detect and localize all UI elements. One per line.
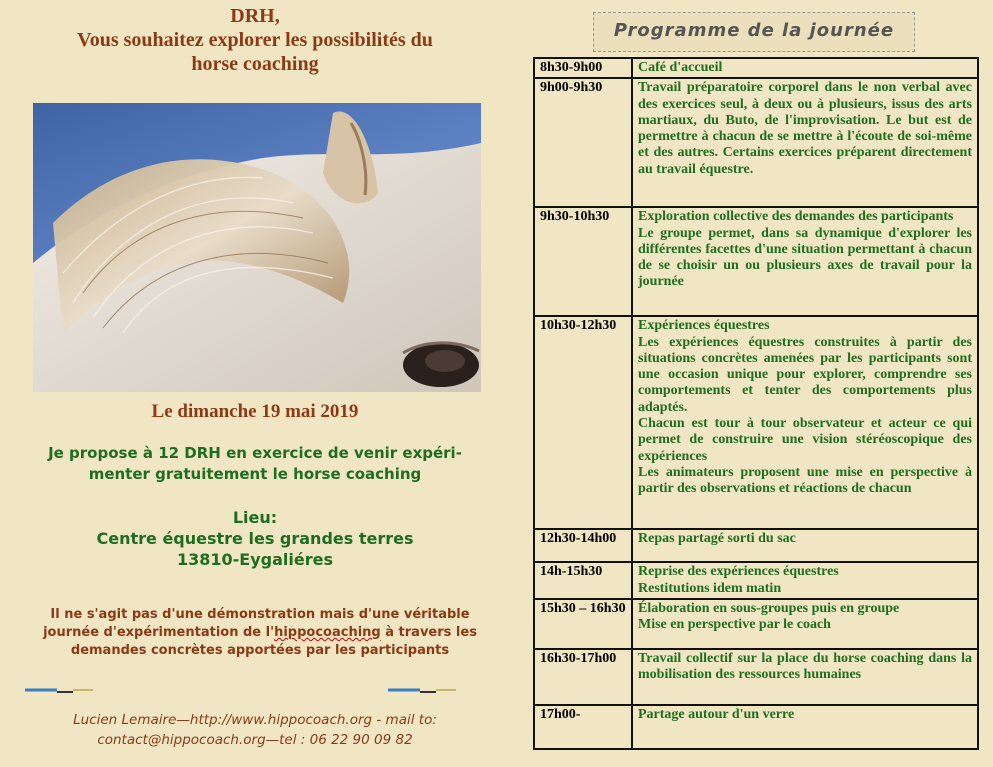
note-line-3: demandes concrètes apportées par les participants [70,643,450,658]
footer-line-1: Lucien Lemaire—http://www.hippocoach.org - mail to: [73,712,437,728]
activity-line: Reprise des expériences équestres [638,564,839,580]
schedule-time: 10h30-12h30 [534,316,632,529]
schedule-time: 9h30-10h30 [534,207,632,316]
schedule-row [534,649,978,705]
horse-photo [33,103,481,392]
activity-line: Mise en perspective par le coach [638,617,831,633]
schedule-time: 16h30-17h00 [534,649,632,705]
location-block [20,507,490,570]
title-line-2: Vous souhaitez explorer les possibilités du [77,29,433,51]
activity-line: Élaboration en sous-groupes puis en groupe [638,600,900,616]
location-city: 13810-Eygaliéres [177,550,333,569]
schedule-row [534,207,978,316]
contact-footer [20,710,490,750]
schedule-time: 14h-15h30 [534,562,632,599]
schedule-row [534,562,978,599]
note-line-2-a: journée d'expérimentation de l' [43,625,275,640]
schedule-row [534,58,978,78]
activity-line: Les expériences équestres construites à partir des situations concrètes amenées par les participants sont une occasion unique pour explorer, comprendre ses comportements et tenter des comportements plus adaptés. [638,334,972,415]
schedule-row [534,529,978,562]
note-line-2 [20,624,500,642]
schedule-row [534,316,978,529]
activity-line: Partage autour d'un verre [638,706,795,722]
schedule-activity [632,705,978,749]
schedule-activity [632,562,978,599]
schedule-activity [632,599,978,649]
note-text [20,606,500,660]
schedule-activity [632,649,978,705]
schedule-time: 9h00-9h30 [534,78,632,207]
activity-line: Travail collectif sur la place du horse coaching dans la mobilisation des ressources humaines [638,650,972,683]
schedule-activity [632,529,978,562]
note-line-1: Il ne s'agit pas d'une démonstration mais d'une véritable [50,607,470,622]
schedule-activity [632,207,978,316]
title [20,4,490,76]
schedule-activity [632,58,978,78]
proposal-line-2: menter gratuitement le horse coaching [88,465,422,483]
right-panel [520,0,993,767]
horse-photo-icon [33,103,481,392]
activity-line: Repas partagé sorti du sac [638,531,796,547]
activity-line: Travail préparatoire corporel dans le non verbal avec des exercices seul, à deux ou à plusieurs, issus des arts martiaux, du Buto, de l'improvisation. Le but est de permettre à chacun de se mettre à l'écoute de soi-même et des autres. Certains exercices préparent directement au travail équestre. [638,80,972,177]
proposal-text [20,443,490,485]
schedule-row [534,705,978,749]
activity-line: Le groupe permet, dans sa dynamique d'explorer les différentes facettes d'une situation permettant à chacun de se choisir un ou plusieurs axes de travail pour la journée [638,225,972,290]
activity-line: Chacun est tour à tour observateur et acteur ce qui permet de construire une vision stéréoscopique des expériences [638,416,972,464]
note-line-2-c: à travers les [380,625,477,640]
schedule-time: 17h00- [534,705,632,749]
schedule-time: 8h30-9h00 [534,58,632,78]
event-date: Le dimanche 19 mai 2019 [151,401,359,422]
hippocoaching-word: hippocoaching [274,625,381,640]
schedule-row [534,599,978,649]
schedule-table [533,57,979,750]
schedule-time: 15h30 – 16h30 [534,599,632,649]
activity-line: Café d'accueil [638,60,723,75]
activity-line: Expériences équestres [638,318,770,334]
location-name: Centre équestre les grandes terres [96,529,414,548]
activity-line: Exploration collective des demandes des participants [638,209,954,225]
footer-line-2: contact@hippocoach.org—tel : 06 22 90 09 82 [97,732,413,748]
divider-decoration-left [25,686,95,696]
activity-line: Les animateurs proposent une mise en perspective à partir des observations et réactions de chacun [638,464,972,497]
location-label: Lieu: [232,508,278,527]
schedule-activity [632,316,978,529]
divider-decoration-right [388,686,458,696]
program-title: Programme de la journée [593,12,915,52]
title-line-3: horse coaching [191,53,319,75]
title-line-1: DRH, [230,5,280,27]
schedule-row [534,78,978,207]
schedule-time: 12h30-14h00 [534,529,632,562]
activity-line: Restitutions idem matin [638,580,782,596]
proposal-line-1: Je propose à 12 DRH en exercice de venir expéri- [48,444,462,462]
schedule-activity [632,78,978,207]
